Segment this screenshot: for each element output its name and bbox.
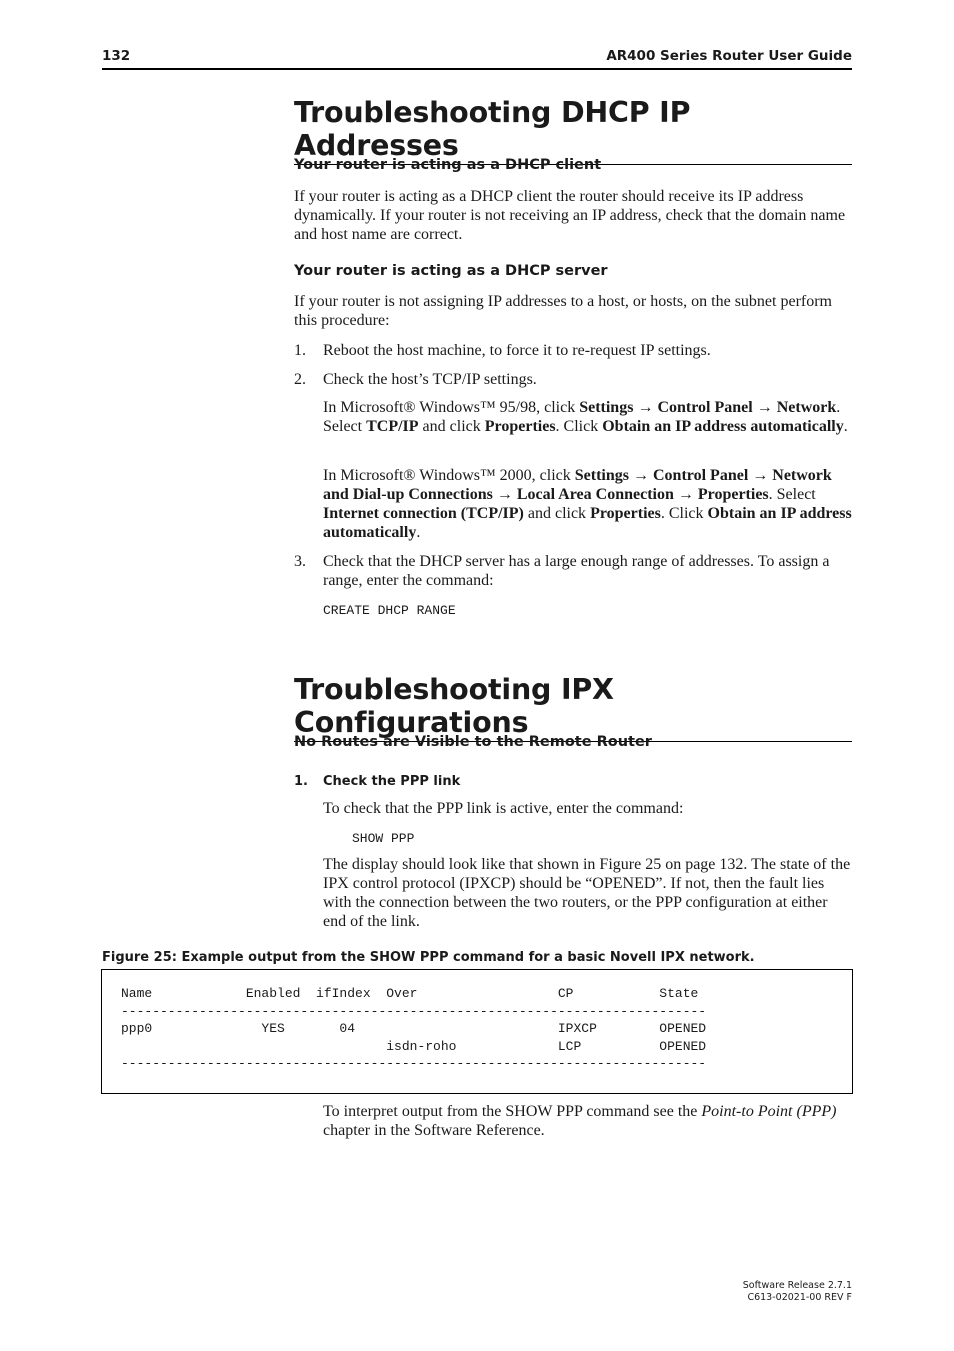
paragraph-dhcp-server: If your router is not assigning IP addresses to a host, or hosts, on the subnet perform this procedure:: [294, 293, 832, 329]
list-text: Reboot the host machine, to force it to re-request IP settings.: [323, 342, 711, 359]
output-separator: ---------------------------------------------------------------------------: [121, 1004, 707, 1019]
heading-dhcp-client: Your router is acting as a DHCP client: [294, 157, 602, 173]
page-footer: [743, 1280, 852, 1303]
section-dhcp-title-block: [294, 96, 852, 165]
list-text: Check the host’s TCP/IP settings.: [323, 371, 537, 388]
guide-title: AR400 Series Router User Guide: [606, 48, 852, 64]
document-code: C613-02021-00 REV F: [747, 1291, 852, 1303]
heading-check-ppp-link: Check the PPP link: [323, 774, 461, 789]
output-row: ppp0 YES 04 IPXCP OPENED: [121, 1021, 707, 1036]
page-header: [102, 48, 852, 70]
list-number: 1.: [294, 774, 308, 789]
output-row: isdn-roho LCP OPENED: [121, 1039, 707, 1054]
paragraph-windows-2000: In Microsoft® Windows™ 2000, click Settings → Control Panel → Network and Dial-up Connections → Local Area Connection → Properties. Select Internet connection (TCP/IP) and click Properties. Click Obtain an IP address automatically.: [323, 467, 852, 541]
page-number: 132: [102, 48, 131, 64]
output-header-line: Name Enabled ifIndex Over CP State: [121, 986, 699, 1001]
list-number: 3.: [294, 553, 306, 570]
heading-dhcp-server: Your router is acting as a DHCP server: [294, 263, 608, 279]
list-number: 2.: [294, 371, 306, 388]
command-create-dhcp-range: CREATE DHCP RANGE: [323, 603, 456, 618]
section-title-dhcp: Troubleshooting DHCP IP Addresses: [294, 96, 852, 165]
software-release: Software Release 2.7.1: [742, 1280, 852, 1291]
paragraph-check-ppp: To check that the PPP link is active, enter the command:: [323, 800, 684, 817]
dhcp-client-block: [294, 157, 852, 173]
heading-no-routes: No Routes are Visible to the Remote Router: [294, 734, 652, 750]
list-number: 1.: [294, 342, 306, 359]
output-separator: ---------------------------------------------------------------------------: [121, 1056, 707, 1071]
paragraph-interpret: To interpret output from the SHOW PPP command see the Point-to Point (PPP) chapter in the Software Reference.: [323, 1103, 837, 1139]
paragraph-windows-95: In Microsoft® Windows™ 95/98, click Settings → Control Panel → Network. Select TCP/IP and click Properties. Click Obtain an IP address automatically.: [323, 399, 848, 435]
section-title-ipx: Troubleshooting IPX Configurations: [294, 673, 852, 742]
paragraph-display: The display should look like that shown in Figure 25 on page 132. The state of the IPX control protocol (IPXCP) should be “OPENED”. If not, then the fault lies with the connection between the two routers, or the PPP configuration at either end of the link.: [323, 856, 851, 930]
paragraph-dhcp-client: If your router is acting as a DHCP client the router should receive its IP address dynamically. If your router is not receiving an IP address, check that the domain name and host name are correct.: [294, 188, 846, 243]
list-text: Check that the DHCP server has a large enough range of addresses. To assign a range, enter the command:: [323, 553, 830, 589]
figure-output-box: [101, 969, 853, 1094]
command-show-ppp: SHOW PPP: [352, 831, 415, 846]
figure-caption: Figure 25: Example output from the SHOW PPP command for a basic Novell IPX network.: [102, 950, 755, 965]
